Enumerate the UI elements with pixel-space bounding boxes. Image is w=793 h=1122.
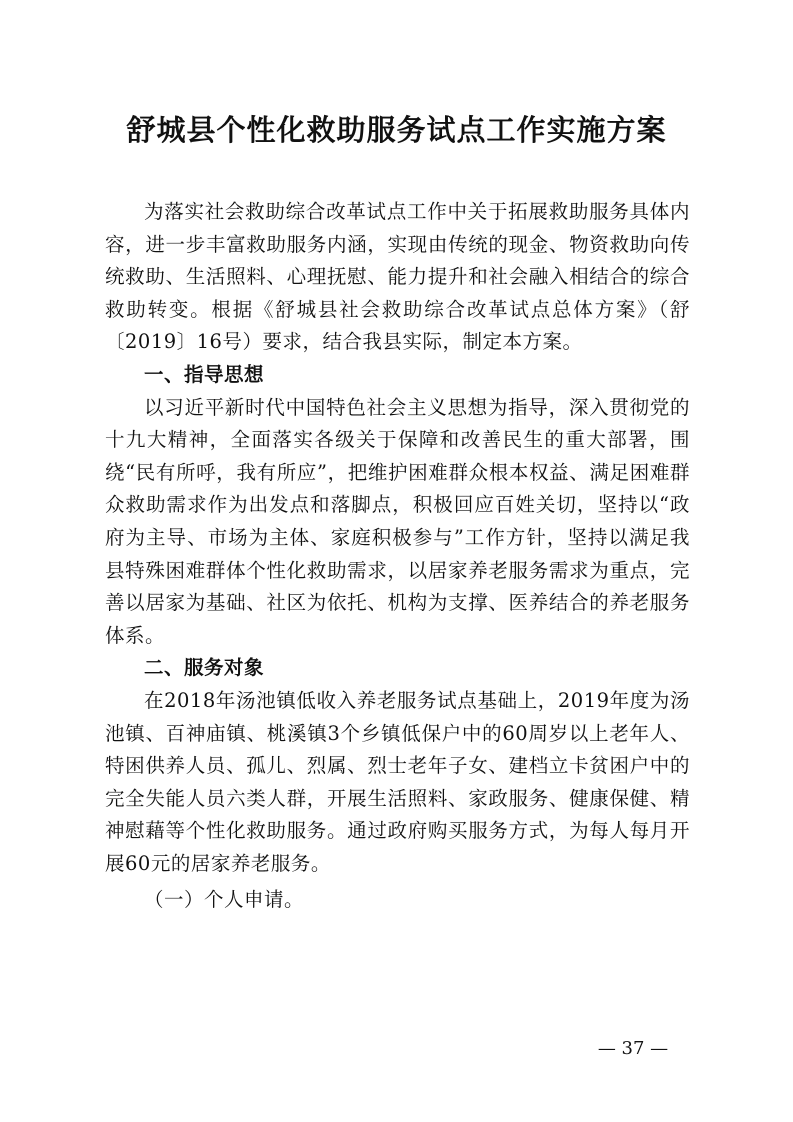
document-body [105, 196, 690, 917]
page-title: 舒城县个性化救助服务试点工作实施方案 [126, 113, 667, 147]
section-heading-service-targets: 二、服务对象 [144, 656, 265, 680]
subheading-personal-application: （一）个人申请。 [144, 888, 305, 912]
section-heading-guiding-thought: 一、指导思想 [144, 362, 265, 386]
intro-paragraph: 为落实社会救助综合改革试点工作中关于拓展救助服务具体内容，进一步丰富救助服务内涵，实现由传统的现金、物资救助向传统救助、生活照料、心理抚慰、能力提升和社会融入相结合的综合救助转变。根据《舒城县社会救助综合改革试点总体方案》（舒〔2019〕16号）要求，结合我县实际，制定本方案。 [105, 200, 690, 354]
section-paragraph-guiding-thought: 以习近平新时代中国特色社会主义思想为指导，深入贯彻党的十九大精神，全面落实各级关于保障和改善民生的重大部署，围绕“民有所呼，我有所应”，把维护困难群众根本权益、满足困难群众救助需求作为出发点和落脚点，积极回应百姓关切，坚持以“政府为主导、市场为主体、家庭积极参与”工作方针，坚持以满足我县特殊困难群体个性化救助需求，以居家养老服务需求为重点，完善以居家为基础、社区为依托、机构为支撑、医养结合的养老服务体系。 [105, 395, 690, 647]
section-paragraph-service-targets: 在2018年汤池镇低收入养老服务试点基础上，2019年度为汤池镇、百神庙镇、桃溪镇3个乡镇低保户中的60周岁以上老年人、特困供养人员、孤儿、烈属、烈士老年子女、建档立卡贫困户中的完全失能人员六类人群，开展生活照料、家政服务、健康保健、精神慰藉等个性化救助服务。通过政府购买服务方式，为每人每月开展60元的居家养老服务。 [105, 688, 690, 875]
page-number: — 37 — [597, 1038, 669, 1059]
